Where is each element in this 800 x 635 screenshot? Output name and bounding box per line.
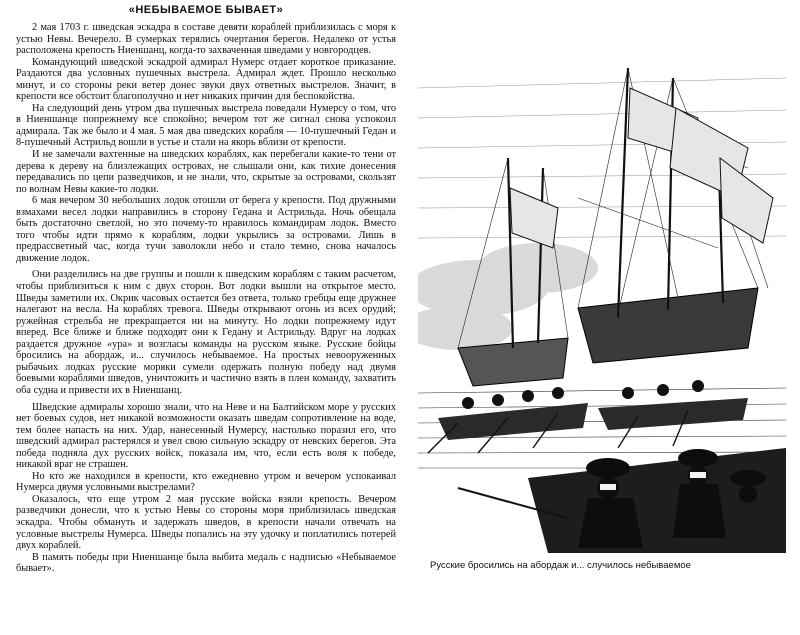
paragraph: Шведские адмиралы хорошо знали, что на Неве и на Балтийском море у русских нет боевых судов, нет никакой возможности оказать шведам сопротивление на воде, тем более напасть на них. Удар, нанесенный Нумерсу, настолько поразил его, что шведский адмирал растерялся и увел свою сильную эскадру от невских берегов. Эта победа подняла дух русских войск, показала им, что, если есть воля к победе, никакой враг не страшен. <box>16 401 396 471</box>
article-column <box>16 4 396 575</box>
paragraph: 2 мая 1703 г. шведская эскадра в составе девяти кораблей приблизилась с моря к устью Невы. Вечерело. В сумерках терялись очертания берегов. Недалеко от устья расположена крепость Ниеншанц, когда-то захваченная шведами у новгородцев. <box>16 22 396 57</box>
paragraph: На следующий день утром два пушечных выстрела поведали Нумерсу о том, что в Ниеншанце попрежнему все спокойно; вечером тот же сигнал снова успокоил адмирала. Так же было и 4 мая. 5 мая два шведских корабля — 10-пушечный Гедан и 8-пушечный Астрильд вошли в устье и стали на якорь вблизи от крепости. <box>16 102 396 149</box>
paragraph: 6 мая вечером 30 небольших лодок отошли от берега у крепости. Под дружными взмахами весел лодки направились в сторону Гедана и Астрильда. Ночь обещала быть достаточно светлой, но это почему-то нравилось командирам лодок. Вместо того чтобы идти прямо к кораблям, лодки укрылись за островами. Лишь в предрассветный час, когда тучи заволокли небо и стало темно, снова началось движение лодок. <box>16 195 396 264</box>
paragraph: Но кто же находился в крепости, кто ежедневно утром и вечером успокаивал Нумерса двумя условными выстрелами? <box>16 470 396 494</box>
paragraph: Командующий шведской эскадрой адмирал Нумерс отдает короткое приказание. Раздаются два условных пушечных выстрела. Адмирал ждет. Прошло несколько минут, и со стороны реки ветер донес звуки двух ответных выстрелов. Значит, в крепости все обстоит благополучно и нет никаких причин для беспокойства. <box>16 56 396 103</box>
paragraph: И не замечали вахтенные на шведских кораблях, как перебегали какие-то тени от дерева к дереву на близлежащих островах, не слышали они, как тихие донесения передавались по цепи разведчиков, и не знали, что, скрытые за островами, скользят по волнам Невы какие-то лодки. <box>16 149 396 195</box>
battle-illustration <box>418 48 786 553</box>
article-heading: «НЕБЫВАЕМОЕ БЫВАЕТ» <box>128 4 284 16</box>
paragraph: В память победы при Ниеншанце была выбита медаль с надписью «Небываемое бывает». <box>16 551 396 575</box>
paragraph: Оказалось, что еще утром 2 мая русские войска взяли крепость. Вечером разведчики донесли, что к устью Невы со стороны моря приблизилась шведская эскадра. Чтобы обмануть и задержать шведов, в крепости начали отвечать на условные выстрелы Нумерса. Шведы попались на эту удочку и поплатились потерей двух кораблей. <box>16 493 396 552</box>
illustration-caption: Русские бросились на абордаж и... случилось небываемое <box>430 560 691 571</box>
paragraph: Они разделились на две группы и пошли к шведским кораблям с таким расчетом, чтобы приблизиться к ним с двух сторон. Вот лодки вышли на открытое место. Шведы заметили их. Окрик часовых остается без ответа, только гребцы еще дружнее налегают на весла. На кораблях тревога. Шведы открывают огонь из всех орудий; ружейная стрельба не прекращается ни на минуту. Но лодки попрежнему идут вперед. Все ближе и ближе подходят они к Гедану и Астрильду. Вдруг на лодках раздается дружное «ура» и возгласы команды на русском языке. Русские бойцы бросились на абордаж, и... случилось небываемое. На простых невооруженных рыбачьих лодках русские моряки сумели одержать полную победу над двумя боевыми кораблями шведов, уничтожить и частично взять в плен команду, захватить оба судна и привести их в Ниеншанц. <box>16 269 396 396</box>
